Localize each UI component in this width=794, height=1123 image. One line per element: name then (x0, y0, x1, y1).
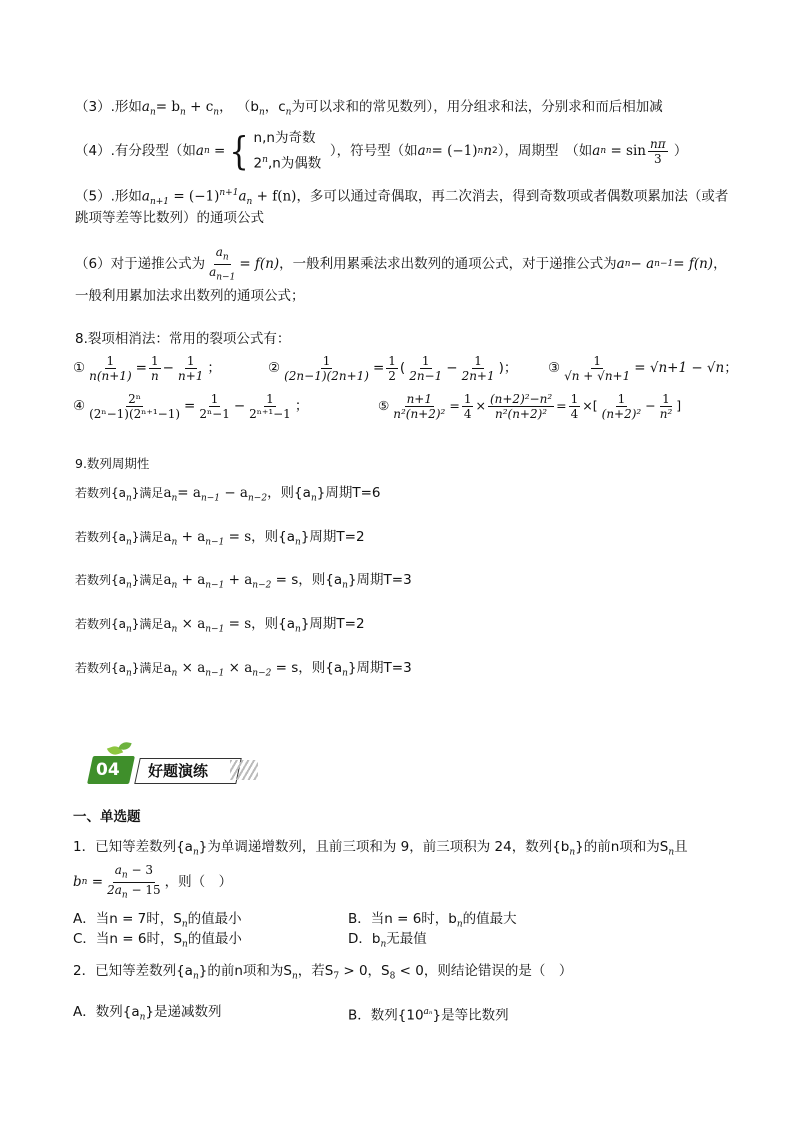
period-rule-part: }满足 (131, 530, 164, 544)
period-rule-part: }满足 (131, 661, 164, 675)
period-rule-part: }周期T=2 (300, 529, 365, 545)
q2-option-a[interactable]: A．数列$\{a_n\}$是递减数列 (73, 1004, 222, 1023)
period-rule-part: × a (224, 660, 253, 676)
q2-stem: 2．已知等差数列$\{a_n\}$的前n项和为$S_n$，若$S_7 > 0$，$S_8 < 0$，则结论错误的是（ ） (73, 963, 573, 982)
period-rule-part: n (295, 624, 301, 635)
period-rule-part: + a (177, 529, 206, 545)
period-rule-part: n−2 (252, 580, 272, 591)
period-rule-part: n−1 (200, 493, 221, 504)
decorative-stripes (230, 760, 258, 780)
period-rule-part: ，则{a (251, 616, 296, 632)
formula-2: ② $\frac{1}{(2n-1)(2n+1)}$ = $\frac{1}{2}$ ( $\frac{1}{2n-1}$ − $\frac{1}{2n+1}$ ) ； (268, 353, 518, 383)
period-rule (75, 615, 365, 639)
period-rule-part: n (342, 668, 348, 679)
period-rule (75, 528, 365, 552)
period-rule-part: a (163, 660, 172, 676)
period-rule-part: n (126, 493, 132, 504)
period-rule-part: − a (220, 485, 248, 501)
period-rule-part: a (163, 485, 172, 501)
period-rule-part: n−1 (205, 537, 225, 548)
q1-stem-line2: b n = $\frac{a_n - 3}{2a_n - 15}$ ，则（ ） (73, 863, 233, 900)
period-rule-part: }周期T=6 (316, 485, 381, 501)
period-rule-part: = a (177, 485, 201, 501)
heading-8: 8.裂项相消法：常用的裂项公式有： (75, 331, 291, 347)
period-rule-part: + a (224, 572, 253, 588)
formula-3: ③ $\frac{1}{√n + √n+1}$ = √n+1 − √n ； (548, 353, 738, 383)
period-rule-part: n (171, 537, 178, 548)
period-rule-part: n−2 (252, 668, 272, 679)
period-rule-part: n (342, 580, 348, 591)
period-rule-part: n−1 (205, 580, 225, 591)
period-rule-part: 若数列{a (75, 486, 126, 500)
para-6-line2: 一般利用累加法求出数列的通项公式； (75, 288, 305, 304)
period-rule-part: 若数列{a (75, 617, 126, 631)
heading-9: 9.数列周期性 (75, 456, 150, 471)
period-rule-part: = s (224, 529, 252, 545)
formula-4: ④ $\frac{\text{2ⁿ}}{\text{(2ⁿ−1)(2ⁿ⁺¹−1)}}$ = $\frac{1}{\text{2ⁿ−1}}$ − $\frac{1}{\text{2ⁿ⁺¹−1}}$ ； (73, 391, 309, 421)
period-rule-part: n (126, 537, 132, 548)
period-rule-part: 若数列{a (75, 573, 126, 587)
period-rule-part: n (126, 624, 132, 635)
period-rule-part: + a (177, 572, 206, 588)
period-rule-part: n (171, 493, 178, 504)
para-6-line1: （6）对于递推公式为 $\frac{a_n}{a_{n-1}}$ = f(n) ，一般利用累乘法求出数列的通项公式，对于递推公式为 a n − a n−1 = f(n) ， (75, 245, 727, 282)
period-rule-part: 若数列{a (75, 661, 126, 675)
period-rule (75, 484, 380, 508)
period-rule-part: n−1 (205, 624, 225, 635)
q1-option-c[interactable]: C．当n = 6时，$S_n$的值最小 (73, 931, 242, 950)
period-rule-part: × a (177, 660, 206, 676)
period-rule-part: n (126, 668, 132, 679)
period-rule-part: }周期T=2 (300, 616, 365, 632)
section-title: 好题演练 (148, 762, 209, 780)
period-rule-part: n (171, 668, 178, 679)
q1-stem-line1: 1．已知等差数列$\{a_n\}$为单调递增数列，且前三项和为 9，前三项积为 24，数列$\{b_n\}$的前n项和为$S_n$且 (73, 839, 688, 858)
period-rule-part: = s (224, 616, 252, 632)
period-rule (75, 659, 412, 683)
period-rule-part: = s，则{a (271, 572, 343, 588)
period-rule-part: n (310, 493, 317, 504)
period-rule-part: n−1 (205, 668, 225, 679)
section-number: 04 (96, 760, 120, 780)
period-rule-part: n−2 (247, 493, 268, 504)
period-rule-part: }满足 (131, 486, 164, 500)
piecewise-cases: n,n为奇数 2$^n$,n为偶数 (253, 130, 322, 172)
para-3: （3）.形如$a_n= b_n + c_n$， （$b_n$，$c_n$为可以求和的常见数列），用分组求和法，分别求和而后相加减 (75, 99, 663, 118)
formula-5: ⑤ $\frac{n+1}{\text{n²(n+2)²}}$ = $\frac{1}{4}$ × $\frac{\text{(n+2)²−n²}}{\text{n²(n+2)²}}$ = $\frac{1}{4}$ ×[ $\frac{1}{\text{(n+2)²}}$ − $\frac{1}{\text{n²}}$ ] (378, 391, 682, 421)
period-rule-part: n (171, 580, 178, 591)
q1-option-d[interactable]: D．$b_n$无最值 (348, 931, 427, 950)
period-rule-part: = s，则{a (271, 660, 343, 676)
brace: { (229, 129, 250, 173)
period-rule-part: ，则{a (251, 529, 296, 545)
period-rule-part: }满足 (131, 573, 164, 587)
period-rule-part: a (163, 529, 172, 545)
period-rule-part: }满足 (131, 617, 164, 631)
formula-1: ① $\frac{1}{n(n+1)}$ = $\frac{1}{n}$ − $\frac{1}{n+1}$ ； (73, 353, 221, 383)
period-rule-part: a (163, 572, 172, 588)
section-banner (90, 752, 240, 786)
period-rule-part: a (163, 616, 172, 632)
period-rule-part: × a (177, 616, 206, 632)
q2-option-b[interactable]: B．数列$\{10^{a_n}\}$是等比数列 (348, 1007, 509, 1024)
q1-option-b[interactable]: B．当n = 6时，$b_n$的值最大 (348, 911, 517, 930)
period-rule-part: ，则{a (267, 485, 311, 501)
period-rule-part: n (295, 537, 301, 548)
period-rule-part: 若数列{a (75, 530, 126, 544)
period-rule-part: n (126, 580, 132, 591)
para-4: （4）.有分段型（如 a n = { n,n为奇数 2$^n$,n为偶数 ），符号型（如 a n = (−1) n n 2 ），周期型 （如 a n = sin $\frac{n\pi}{3}$ ） (75, 129, 688, 173)
period-rule-part: n (171, 624, 178, 635)
q1-option-a[interactable]: A．当n = 7时，$S_n$的值最小 (73, 911, 242, 930)
period-rule-part: }周期T=3 (347, 572, 412, 588)
part-1-title: 一、单选题 (73, 809, 141, 825)
period-rule (75, 571, 412, 595)
period-rule-part: }周期T=3 (347, 660, 412, 676)
para-5-line2: 跳项等差等比数列）的通项公式 (75, 210, 264, 226)
para-5-line1: （5）.形如$a_{n+1} = (-1)^{n+1}a_n + f(n)$，多可以通过奇偶取，再二次消去，得到奇数项或者偶数项累加法（或者 (75, 188, 729, 208)
